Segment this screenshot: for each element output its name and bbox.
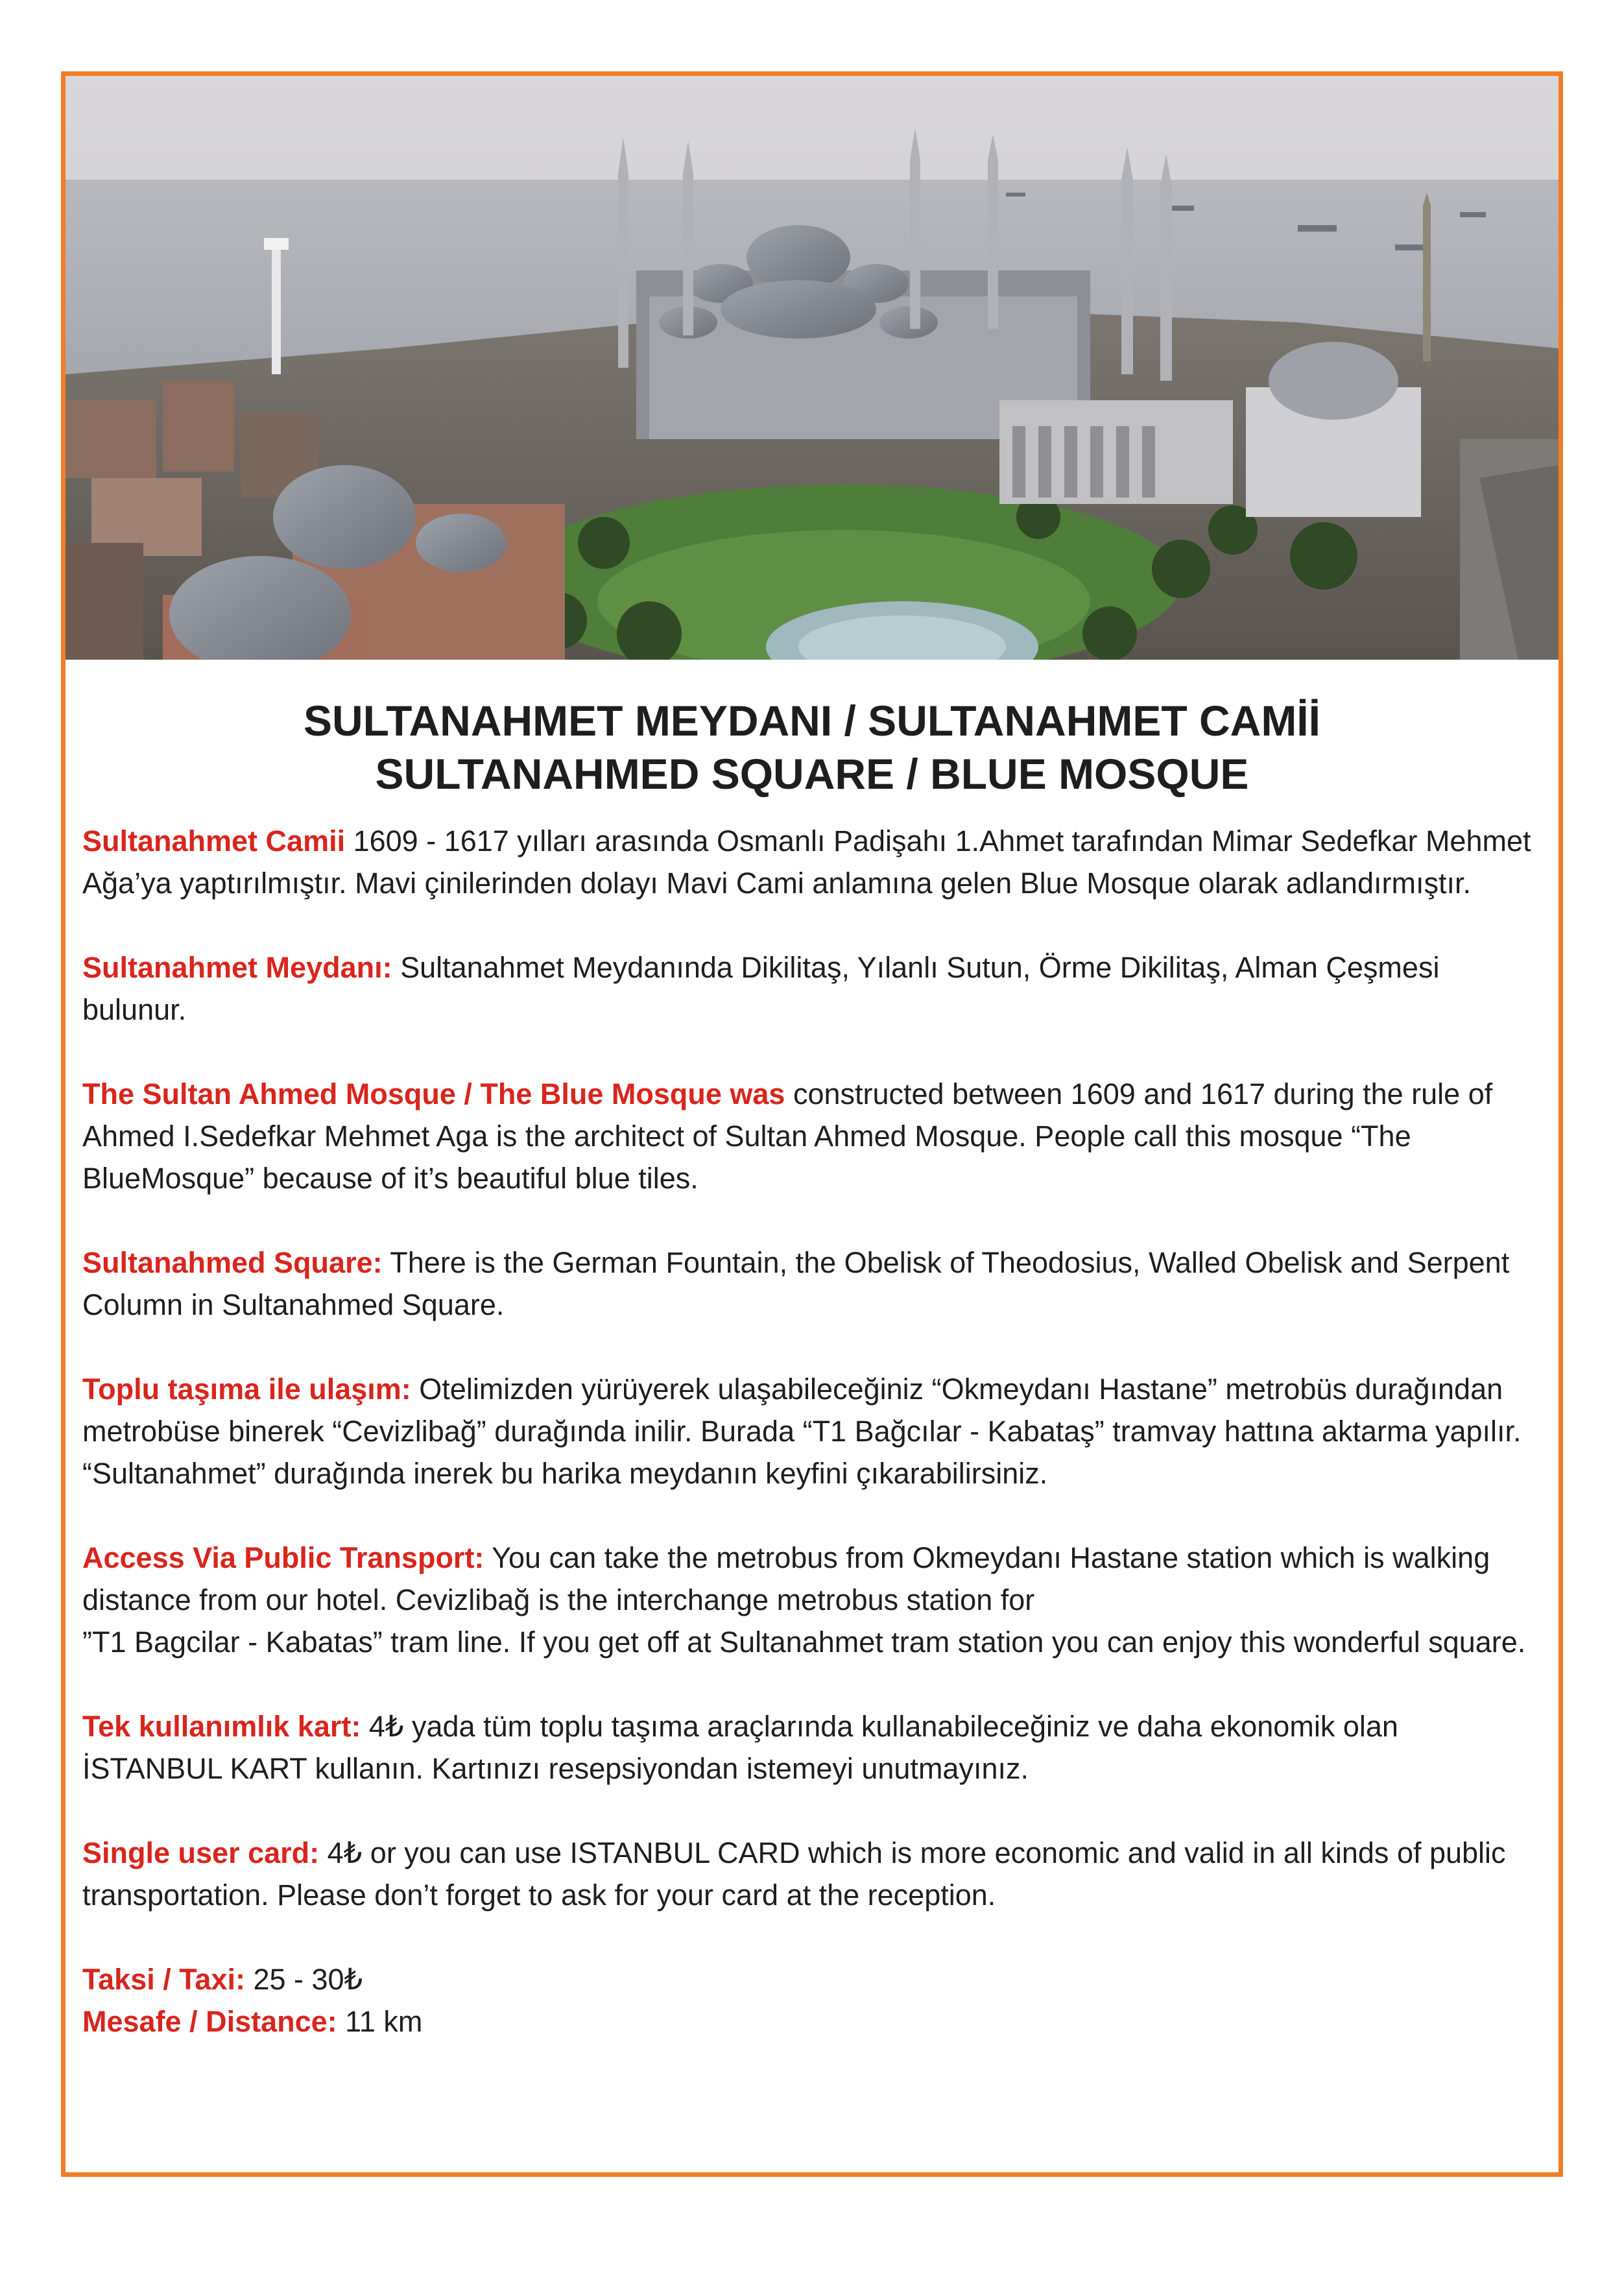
section-card-en [82,1832,1542,1916]
section-card-tr [82,1705,1542,1790]
section-text: There is the German Fountain, the Obelisk of Theodosius, Walled Obelisk and Serpent Column in Sultanahmed Square. [82,1246,1510,1321]
section-label: Access Via Public Transport: [82,1541,484,1574]
section-label: Taksi / Taxi: [82,1963,245,1996]
section-text: 4₺ yada tüm toplu taşıma araçlarında kullanabileceğiniz ve daha ekonomik olan İSTANBUL KART kullanın. Kartınızı resepsiyondan istemeyi unutmayınız. [82,1710,1398,1785]
section-taxi [82,1958,1542,2000]
section-square-en [82,1241,1542,1326]
section-distance [82,2000,1542,2043]
section-text: Sultanahmet Meydanında Dikilitaş, Yılanlı Sutun, Örme Dikilitaş, Alman Çeşmesi bulunur. [82,951,1440,1026]
sultanahmet-aerial-photo [66,76,1558,660]
title-line-english: SULTANAHMED SQUARE / BLUE MOSQUE [375,750,1249,798]
section-label: Toplu taşıma ile ulaşım: [82,1373,411,1406]
section-text: 4₺ or you can use ISTANBUL CARD which is more economic and valid in all kinds of public transportation. Please don’t forget to ask for your card at the reception. [82,1836,1506,1912]
section-text: 11 km [337,2005,423,2038]
section-label: The Sultan Ahmed Mosque / The Blue Mosque was [82,1077,785,1110]
section-label: Single user card: [82,1836,320,1869]
section-text: 25 - 30₺ [245,1963,363,1996]
section-text: Otelimizden yürüyerek ulaşabileceğiniz “Okmeydanı Hastane” metrobüs durağından metrobüse binerek “Cevizlibağ” durağında inilir. Burada “T1 Bağcılar - Kabataş” tramvay hattına aktarma yapılır. “Sultanahmet” durağında inerek bu harika meydanın keyfini çıkarabilirsiniz. [82,1373,1522,1490]
section-label: Mesafe / Distance: [82,2005,337,2038]
section-text-continued: ”T1 Bagcilar - Kabatas” tram line. If you get off at Sultanahmet tram station you can enjoy this wonderful square. [82,1625,1526,1659]
section-blue-mosque-tr [82,820,1542,904]
title-line-turkish: SULTANAHMET MEYDANI / SULTANAHMET CAMİİ [304,697,1320,745]
section-transport-en [82,1537,1542,1663]
section-blue-mosque-en [82,1073,1542,1199]
section-label: Sultanahmet Camii [82,824,346,858]
section-label: Sultanahmet Meydanı: [82,951,392,984]
section-text: constructed between 1609 and 1617 during the rule of Ahmed I.Sedefkar Mehmet Aga is the architect of Sultan Ahmed Mosque. People call this mosque “The BlueMosque” because of it’s beautiful blue tiles. [82,1077,1493,1195]
section-text: You can take the metrobus from Okmeydanı Hastane station which is walking distance from our hotel. Cevizlibağ is the interchange metrobus station for [82,1541,1490,1616]
page-title [66,694,1558,800]
section-square-tr [82,946,1542,1031]
content-body [82,820,1542,2043]
section-text: 1609 - 1617 yılları arasında Osmanlı Padişahı 1.Ahmet tarafından Mimar Sedefkar Mehmet Ağa’ya yaptırılmıştır. Mavi çinilerinden dolayı Mavi Cami anlamına gelen Blue Mosque olarak adlandırmıştır. [82,824,1531,900]
section-label: Sultanahmed Square: [82,1246,383,1279]
section-transport-tr [82,1368,1542,1494]
section-label: Tek kullanımlık kart: [82,1710,361,1743]
